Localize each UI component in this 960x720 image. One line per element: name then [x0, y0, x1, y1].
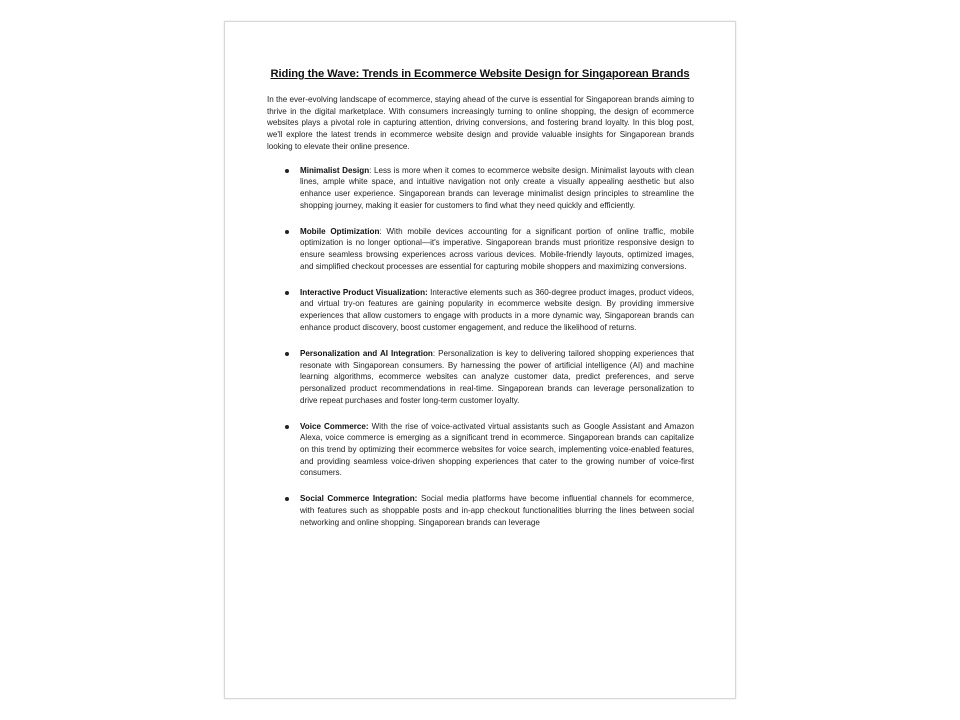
intro-paragraph: In the ever-evolving landscape of ecommerce, staying ahead of the curve is essential for Singaporean brands aiming to thrive in the digital marketplace. With consumers increasingly turning to online shopping, the design of ecommerce websites plays a pivotal role in capturing attention, driving conversions, and fostering brand loyalty. In this blog post, we'll explore the latest trends in ecommerce website design and provide valuable insights for Singaporean brands looking to elevate their online presence. — [267, 95, 694, 151]
item-text: Interactive elements such as 360-degree product images, product videos, and virtual try-on features are gaining popularity in ecommerce website design. By providing immersive experiences that allow customers to engage with products in a more dynamic way, Singaporean brands can enhance product discovery, boost customer engagement, and reduce the likelihood of returns. — [300, 287, 694, 332]
item-text: Personalization is key to delivering tailored shopping experiences that resonate with Singaporean consumers. By harnessing the power of artificial intelligence (AI) and machine learning algorithms, ecommerce websites can analyze customer data, predict preferences, and serve personalized product recommendations in real-time. Singaporean brands can leverage personalization to drive repeat purchases and foster long-term customer loyalty. — [300, 348, 694, 405]
item-text: With the rise of voice-activated virtual assistants such as Google Assistant and Amazon Alexa, voice commerce is emerging as a significant trend in ecommerce. Singaporean brands can capitalize on this trend by optimizing their ecommerce websites for voice search, implementing voice-enabled features, and providing seamless voice-driven shopping experiences that cater to the growing number of voice-first consumers. — [300, 421, 694, 478]
list-item — [267, 348, 694, 407]
item-separator: : — [379, 226, 387, 236]
item-title: Social Commerce Integration: — [300, 494, 418, 504]
document-page — [224, 21, 736, 699]
item-separator: : — [432, 348, 439, 358]
item-title: Personalization and AI Integration — [300, 348, 433, 358]
document-title: Riding the Wave: Trends in Ecommerce Website Design for Singaporean Brands — [270, 68, 690, 80]
bullet-icon — [285, 425, 289, 429]
item-title: Interactive Product Visualization: — [300, 287, 428, 297]
bullet-icon — [285, 497, 289, 501]
bullet-icon — [285, 291, 289, 295]
list-item — [267, 493, 694, 528]
item-text: With mobile devices accounting for a significant portion of online traffic, mobile optimization is no longer optional—it's imperative. Singaporean brands must prioritize responsive design to ensure seamless browsing experiences across various devices. Mobile-friendly layouts, optimized images, and simplified checkout processes are essential for capturing mobile shoppers and maximizing conversions. — [300, 226, 694, 271]
list-item — [267, 287, 694, 334]
list-item — [267, 165, 694, 212]
item-text: Social media platforms have become influential channels for ecommerce, with features such as shoppable posts and in-app checkout functionalities blurring the lines between social networking and online shopping. Singaporean brands can leverage — [300, 494, 694, 527]
bullet-icon — [285, 230, 289, 234]
item-title: Minimalist Design — [300, 165, 370, 175]
list-item — [267, 421, 694, 480]
item-title: Voice Commerce: — [300, 421, 369, 431]
bullet-icon — [285, 169, 289, 173]
document-body — [267, 94, 694, 543]
item-title: Mobile Optimization — [300, 226, 380, 236]
item-separator: : — [369, 165, 374, 175]
list-item — [267, 226, 694, 273]
bullet-icon — [285, 352, 289, 356]
item-text: Less is more when it comes to ecommerce website design. Minimalist layouts with clean lines, ample white space, and intuitive navigation not only create a visually appealing aesthetic but also enhance user experience. Singaporean brands can leverage minimalist design principles to streamline the shopping journey, making it easier for customers to find what they need quickly and efficiently. — [300, 165, 694, 210]
trend-list — [267, 165, 694, 529]
